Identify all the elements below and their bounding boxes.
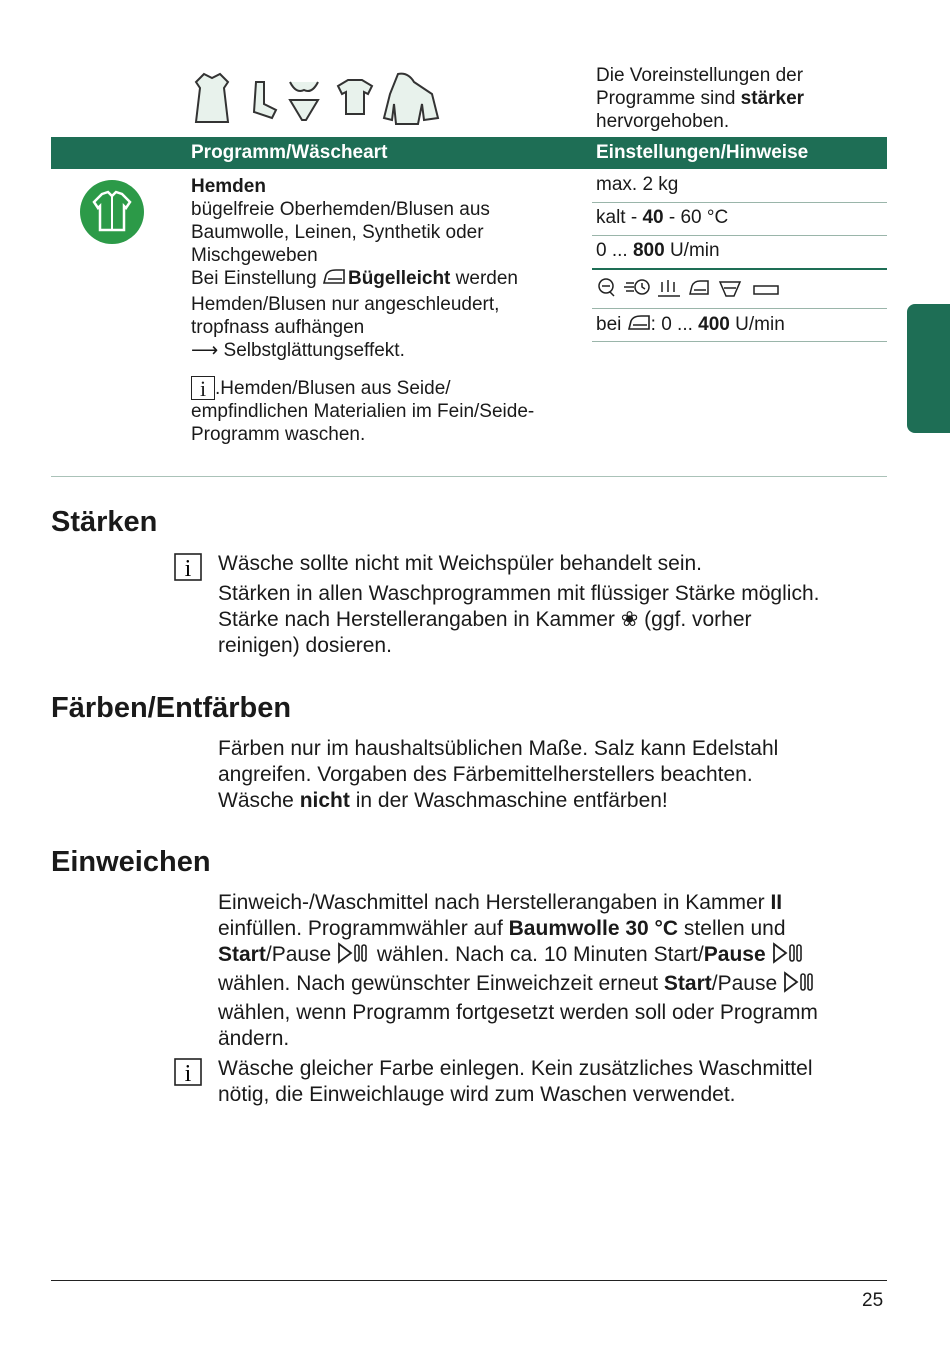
table-header	[51, 137, 887, 169]
para-line: Stärken in allen Waschprogrammen mit flüssiger Stärke möglich.	[218, 582, 820, 605]
note-line	[191, 376, 581, 400]
settings-column	[592, 170, 887, 342]
para-text: (ggf. vorher	[638, 608, 752, 631]
para-line	[218, 916, 888, 942]
desc-line: Baumwolle, Leinen, Synthetik oder	[191, 222, 484, 243]
intro-bold: stärker	[740, 88, 805, 109]
para-line: Färben nur im haushaltsüblichen Maße. Salz kann Edelstahl	[218, 737, 779, 760]
para-text: Einweich-/Waschmittel nach Herstellerangaben in Kammer	[218, 891, 771, 914]
para-text: /Pause	[711, 972, 783, 995]
settings-text: 0 ...	[596, 240, 633, 261]
para-line: Wäsche sollte nicht mit Weichspüler behandelt sein.	[218, 552, 703, 575]
para-text: in der Waschmaschine entfärben!	[349, 789, 668, 812]
settings-text: - 60 °C	[663, 207, 729, 228]
desc-line	[191, 267, 581, 293]
para-line: reinigen) dosieren.	[218, 634, 392, 657]
settings-bold: 400	[698, 314, 730, 335]
para-line	[218, 607, 888, 633]
para-bold: Start	[663, 972, 712, 995]
svg-text:i: i	[184, 556, 192, 581]
section-heading-einweichen: Einweichen	[51, 846, 211, 878]
info-icon: i	[191, 376, 215, 400]
desc-text: Selbstglättungseffekt.	[223, 340, 405, 361]
settings-text: U/min	[729, 314, 785, 335]
start-pause-icon	[772, 942, 806, 971]
para-line: wählen, wenn Programm fortgesetzt werden soll oder Programm	[218, 1001, 818, 1024]
faerben-text	[218, 736, 888, 814]
intro-text	[596, 64, 886, 133]
desc-line: Hemden/Blusen nur angeschleudert,	[191, 294, 500, 315]
para-bold: nicht	[299, 789, 350, 812]
settings-row	[592, 236, 887, 270]
settings-text: : 0 ...	[650, 314, 699, 335]
arrow-right-icon: ⟶	[191, 340, 224, 361]
para-line	[218, 942, 888, 971]
intro-line: Die Voreinstellungen der	[596, 65, 804, 86]
para-text: einfüllen. Programmwähler auf	[218, 917, 509, 940]
program-description	[191, 175, 581, 362]
para-text: wählen. Nach ca. 10 Minuten Start/	[371, 943, 704, 966]
intro-text-part: Programme sind	[596, 88, 741, 109]
para-bold: Baumwolle 30 °C	[508, 917, 679, 940]
intro-line: hervorgehoben.	[596, 111, 730, 132]
option-symbols-icon	[596, 274, 796, 300]
desc-text: Bei Einstellung	[191, 268, 322, 289]
settings-text: bei	[596, 314, 627, 335]
para-text: /Pause	[265, 943, 338, 966]
info-icon	[174, 1058, 202, 1086]
para-line	[218, 788, 888, 814]
settings-bold: 800	[632, 240, 665, 261]
iron-icon	[322, 267, 348, 293]
laundry-types-icon	[192, 70, 444, 128]
note-line: Programm waschen.	[191, 424, 366, 445]
desc-bold: Bügelleicht	[347, 268, 451, 289]
para-line	[218, 890, 888, 916]
para-text: stellen und	[678, 917, 786, 940]
desc-line: tropfnass aufhängen	[191, 317, 365, 338]
iron-icon	[627, 313, 651, 339]
para-line: angreifen. Vorgaben des Färbemittelherstellers beachten.	[218, 763, 753, 786]
start-pause-icon	[783, 971, 817, 1000]
desc-line	[191, 339, 581, 362]
para-bold: Pause	[703, 943, 766, 966]
divider	[51, 476, 887, 477]
desc-text: werden	[450, 268, 518, 289]
settings-row	[592, 270, 887, 309]
program-note	[191, 376, 581, 446]
para-text: wählen. Nach gewünschter Einweichzeit erneut	[218, 972, 664, 995]
staerken-text	[218, 551, 888, 659]
svg-text:i: i	[184, 1061, 192, 1086]
footer-divider	[51, 1280, 887, 1281]
flower-icon: ❀	[620, 608, 639, 631]
section-heading-faerben: Färben/Entfärben	[51, 692, 292, 724]
header-settings: Einstellungen/Hinweise	[596, 142, 809, 163]
program-title: Hemden	[191, 176, 266, 197]
info-icon	[174, 553, 202, 581]
settings-text: kalt -	[596, 207, 643, 228]
desc-line: Mischgeweben	[191, 245, 318, 266]
header-program: Programm/Wäscheart	[191, 142, 388, 163]
intro-line	[596, 87, 886, 110]
note-line: empfindlichen Materialien im Fein/Seide-	[191, 401, 535, 422]
para-line	[218, 971, 888, 1000]
page-number: 25	[862, 1290, 884, 1311]
desc-line: bügelfreie Oberhemden/Blusen aus	[191, 199, 490, 220]
para-line: ändern.	[218, 1027, 290, 1050]
settings-row	[592, 309, 887, 342]
einweichen-text	[218, 890, 888, 1052]
para-bold: Start	[218, 943, 266, 966]
side-tab	[907, 304, 950, 433]
note-text: .Hemden/Blusen aus Seide/	[215, 378, 451, 399]
settings-text: U/min	[664, 240, 720, 261]
para-line: Wäsche gleicher Farbe einlegen. Kein zusätzliches Waschmittel	[218, 1057, 813, 1080]
para-line: nötig, die Einweichlauge wird zum Waschen verwendet.	[218, 1083, 736, 1106]
para-text: Wäsche	[218, 789, 300, 812]
para-bold: II	[770, 891, 783, 914]
settings-row: max. 2 kg	[592, 170, 887, 203]
para-text: Stärke nach Herstellerangaben in Kammer	[218, 608, 621, 631]
settings-bold: 40	[642, 207, 664, 228]
start-pause-icon	[337, 942, 371, 971]
einweichen-note	[218, 1056, 888, 1108]
shirt-program-icon	[80, 180, 144, 244]
section-heading-staerken: Stärken	[51, 506, 158, 538]
settings-row	[592, 203, 887, 236]
